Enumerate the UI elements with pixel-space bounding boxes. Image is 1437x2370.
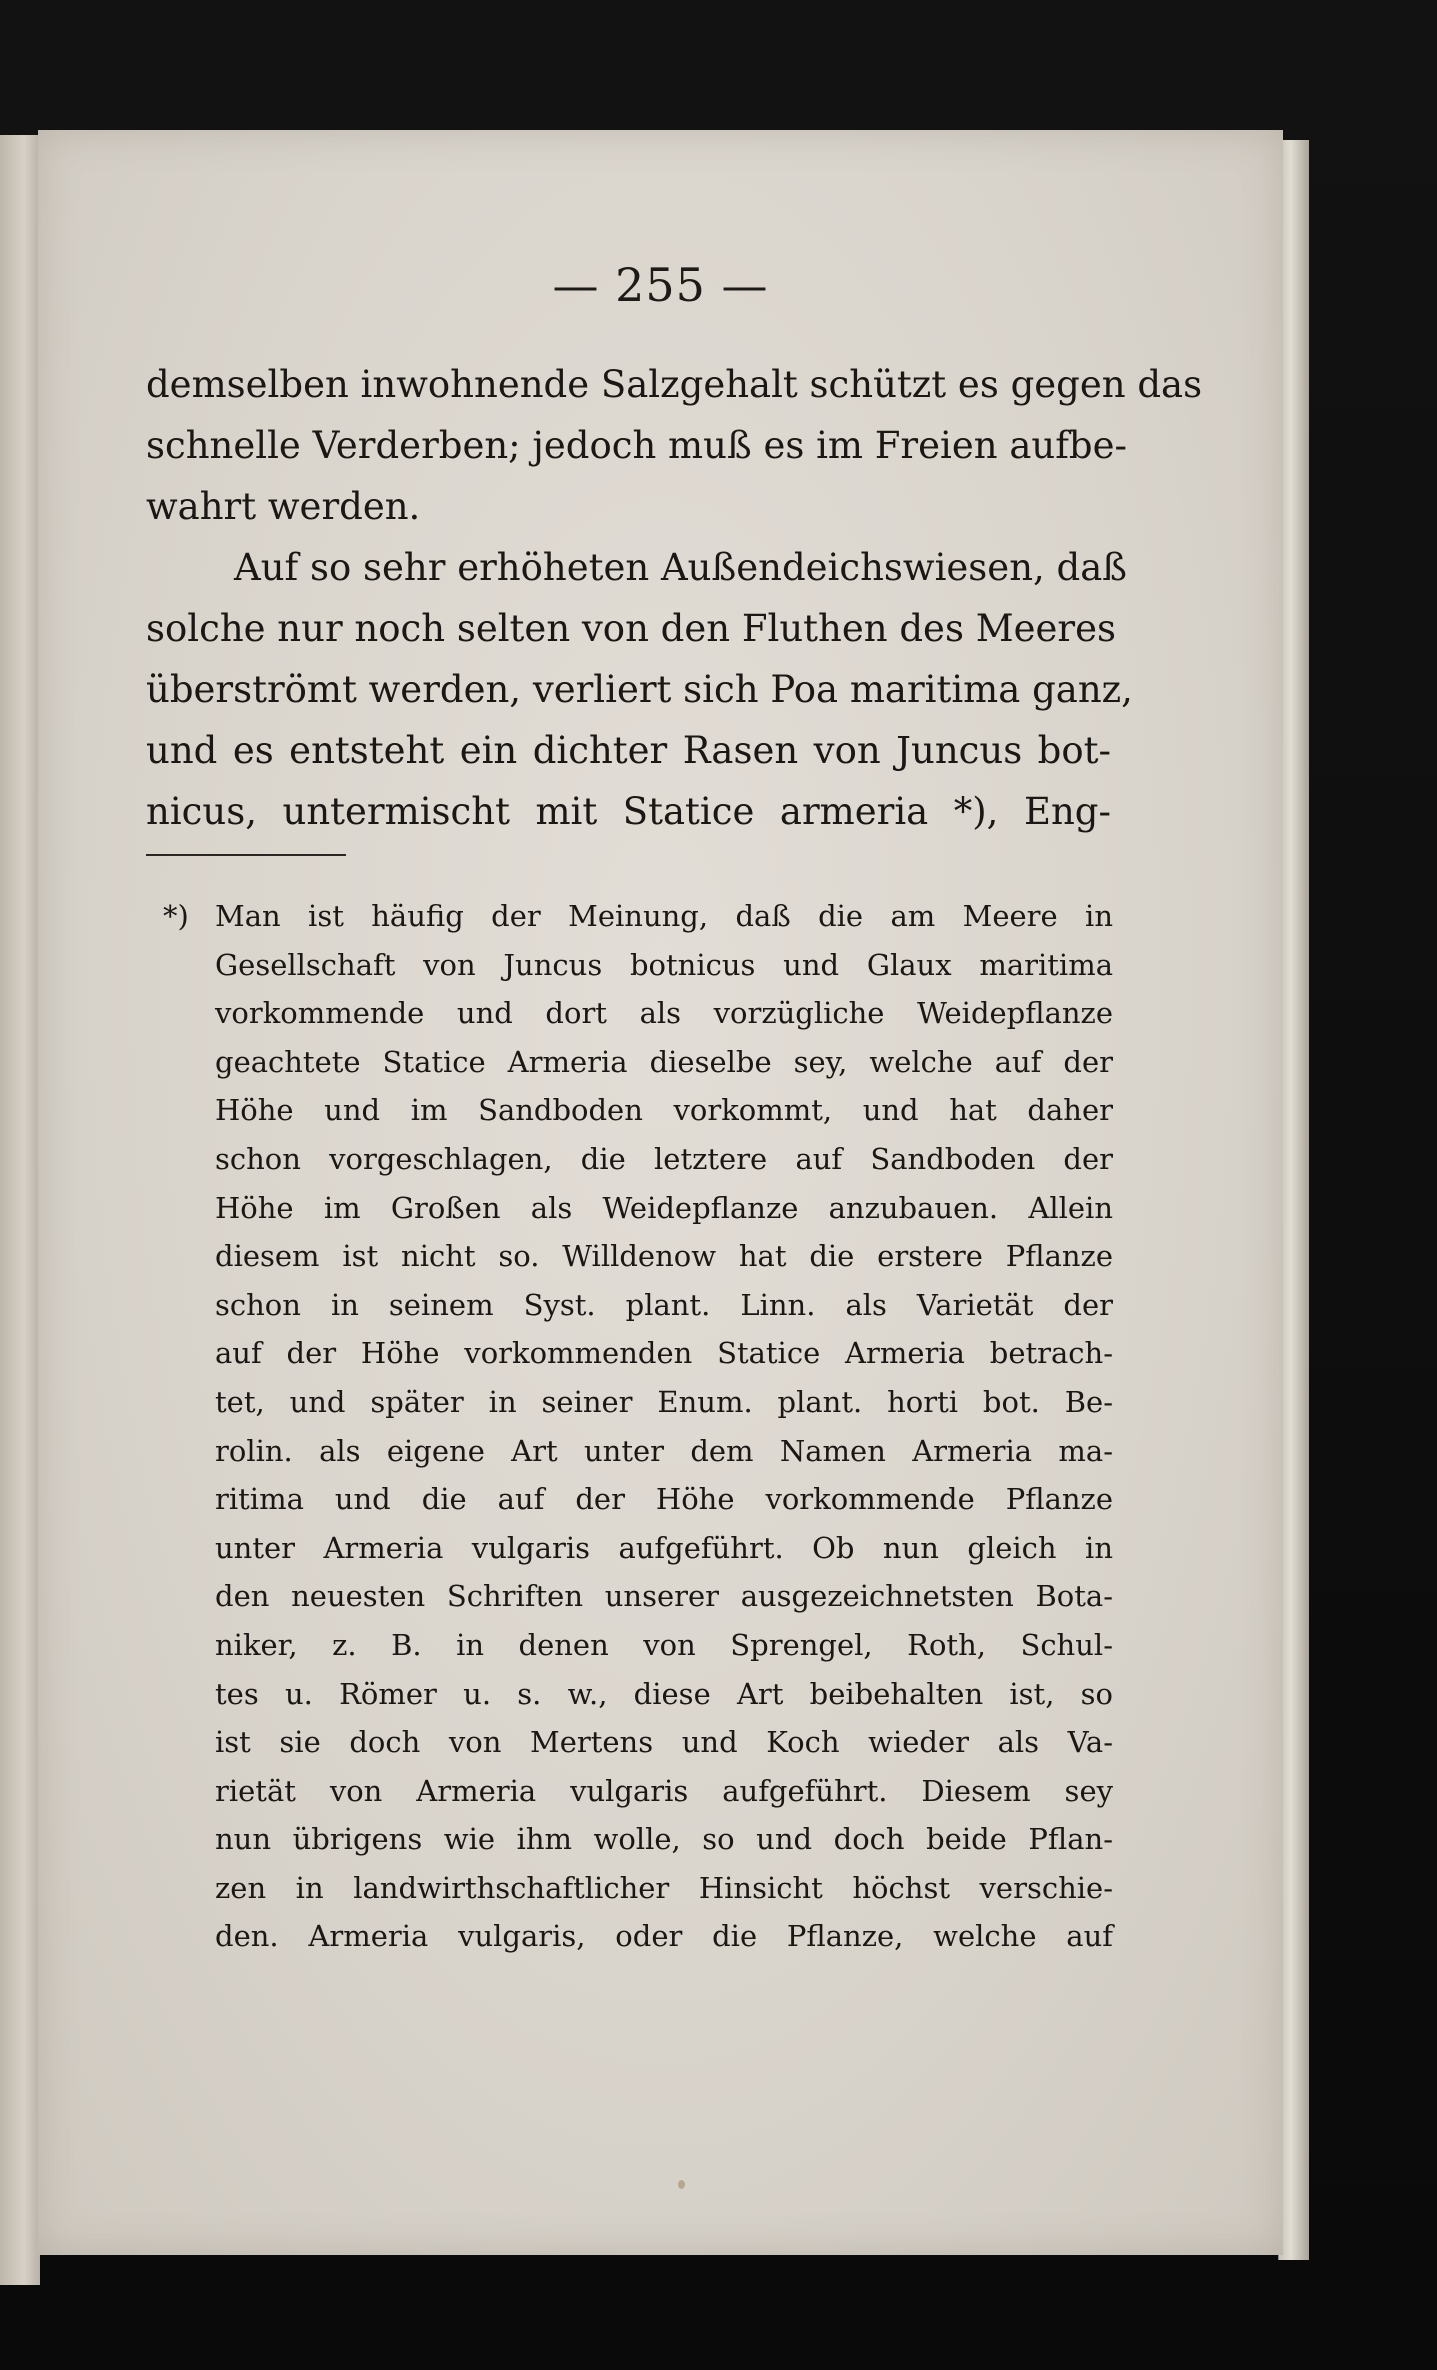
footnote-line: den neuesten Schriften unserer ausgezeichnetsten Bota- [215, 1579, 1113, 1614]
text-line: wahrt werden. [146, 485, 421, 528]
footnote-line: tes u. Römer u. s. w., diese Art beibehalten ist, so [215, 1676, 1113, 1711]
footnote-line: ritima und die auf der Höhe vorkommende Pflanze [215, 1482, 1113, 1517]
footnote-line: schon vorgeschlagen, die letztere auf Sandboden der [215, 1141, 1113, 1176]
footnote-line: vorkommende und dort als vorzügliche Weidepflanze [215, 996, 1113, 1031]
paper-spot [678, 2180, 685, 2189]
footnote-line [163, 892, 1113, 941]
footnote-line: geachtete Statice Armeria dieselbe sey, welche auf der [215, 1044, 1113, 1079]
main-text [146, 354, 1203, 842]
footnote-line: tet, und später in seiner Enum. plant. horti bot. Be- [215, 1384, 1113, 1419]
footnote-line-text: Man ist häufig der Meinung, daß die am Meere in [215, 899, 1113, 933]
footnote-separator [146, 854, 346, 856]
footnote-line: schon in seinem Syst. plant. Linn. als Varietät der [215, 1287, 1113, 1322]
footnote-line: Gesellschaft von Juncus botnicus und Glaux maritima [215, 947, 1113, 982]
text-line: und es entsteht ein dichter Rasen von Juncus bot- [146, 729, 1111, 772]
footnote-line: unter Armeria vulgaris aufgeführt. Ob nun gleich in [215, 1530, 1113, 1565]
previous-page-edge [0, 135, 40, 2285]
footnote-line: zen in landwirthschaftlicher Hinsicht höchst verschie- [215, 1870, 1113, 1905]
footnote-line: nun übrigens wie ihm wolle, so und doch beide Pflan- [215, 1822, 1113, 1857]
footnote-line: Höhe im Großen als Weidepflanze anzubauen. Allein [215, 1190, 1113, 1225]
text-line: solche nur noch selten von den Fluthen des Meeres [146, 607, 1116, 650]
text-line: nicus, untermischt mit Statice armeria *), Eng- [146, 790, 1111, 833]
text-line: demselben inwohnende Salzgehalt schützt es gegen das [146, 363, 1203, 406]
footnote-line: Höhe und im Sandboden vorkommt, und hat daher [215, 1093, 1113, 1128]
footnote-line: den. Armeria vulgaris, oder die Pflanze, welche auf [215, 1919, 1113, 1954]
footnote-line: ist sie doch von Mertens und Koch wieder als Va- [215, 1725, 1113, 1760]
footnote-line: diesem ist nicht so. Willdenow hat die erstere Pflanze [215, 1239, 1113, 1274]
text-line: schnelle Verderben; jedoch muß es im Freien aufbe- [146, 424, 1128, 467]
page-number: — 255 — [552, 258, 769, 312]
footnote-line: auf der Höhe vorkommenden Statice Armeria betrach- [215, 1336, 1113, 1371]
text-line: Auf so sehr erhöheten Außendeichswiesen, daß [234, 546, 1128, 589]
footnote-line: rietät von Armeria vulgaris aufgeführt. Diesem sey [215, 1773, 1113, 1808]
text-line: überströmt werden, verliert sich Poa maritima ganz, [146, 668, 1133, 711]
footnote-line: niker, z. B. in denen von Sprengel, Roth, Schul- [215, 1627, 1113, 1662]
footnote-line: rolin. als eigene Art unter dem Namen Armeria ma- [215, 1433, 1113, 1468]
book-page [38, 130, 1283, 2255]
footnote-marker: *) [163, 899, 189, 933]
footnote [163, 892, 1113, 1961]
